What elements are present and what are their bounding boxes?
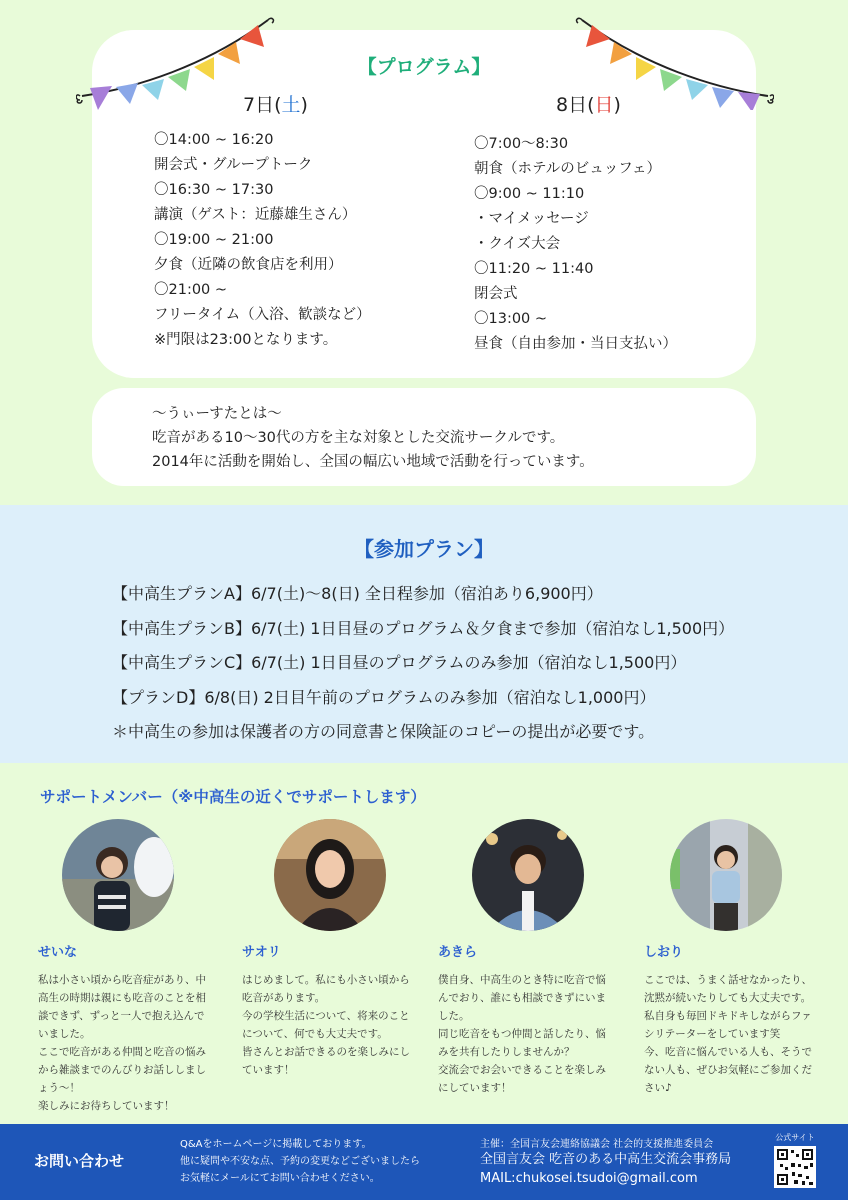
bio-line: 談できず、ずっと一人で抱え込んで [38,1010,205,1022]
member-bio [644,971,844,1097]
qa-line: Q&Aをホームページに掲載しております。 [180,1139,372,1150]
qa-line: お気軽にメールにてお問い合わせください。 [180,1173,380,1184]
day2-weekday: 日 [594,94,614,116]
bio-line: 今、吃音に悩んでいる人も、そうで [644,1046,812,1058]
member-name: しおり [644,945,684,960]
plan-item: 【プランD】6/8(日) 2日目午前のプログラムのみ参加（宿泊なし1,000円） [112,687,656,707]
bio-line: 同じ吃音をもつ仲間と話したり、悩 [438,1028,606,1040]
bio-line: 楽しみにお待ちしています！ [38,1100,175,1112]
plan-section [0,505,848,763]
organizer-info [480,1135,731,1188]
schedule-item: ※門限は23:00となります。 [154,332,338,348]
bio-line: 僕自身、中高生のとき特に吃音で悩 [438,974,606,986]
schedule-item: 講演（ゲスト：近藤雄生さん） [154,207,357,223]
bio-line: はじめまして。私にも小さい頃から [242,974,410,986]
avatar [274,819,386,931]
bio-line: ょう〜！ [38,1082,80,1094]
bio-line: した。 [438,1010,470,1022]
official-site-label: 公式サイト [775,1133,815,1142]
plan-title: 【参加プラン】 [354,537,494,561]
avatar [670,819,782,931]
bio-line: いました。 [38,1028,91,1040]
bio-line: 高生の時期は親にも吃音のことを相 [38,992,206,1004]
bio-line: ここでは、うまく話せなかったり、 [644,974,812,986]
schedule-item: 〇11:20 ~ 11:40 [474,261,594,277]
contact-heading: お問い合わせ [34,1152,125,1170]
qr-code-icon[interactable] [774,1146,816,1188]
plan-note: ＊中高生の参加は保護者の方の同意書と保険証のコピーの提出が必要です。 [112,722,655,741]
schedule-item: 閉会式 [474,286,518,302]
about-card [92,388,756,486]
member-name: サオリ [242,945,281,960]
day1-heading [243,90,308,117]
plan-item: 【中高生プランC】6/7(土) 1日目昼のプログラムのみ参加（宿泊なし1,500円） [112,653,687,672]
day1-prefix: 7日( [243,94,282,116]
office-line: 全国言友会 吃音のある中高生交流会事務局 [480,1152,732,1167]
bio-line: から雑談までのんびりお話ししまし [38,1064,206,1076]
avatar [472,819,584,931]
program-section [0,0,848,505]
bio-line: ない人も、ぜひお気軽にご参加くだ [644,1064,812,1076]
schedule-item: 開会式・グループトーク [154,157,313,173]
day1-schedule [154,128,371,353]
footer [0,1124,848,1200]
bio-line: 沈黙が続いたりしても大丈夫です。 [644,992,812,1004]
about-line: 吃音がある10〜30代の方を主な対象とした交流サークルです。 [152,430,565,446]
support-title: サポートメンバー（※中高生の近くでサポートします） [40,788,426,806]
about-line: 2014年に活動を開始し、全国の幅広い地域で活動を行っています。 [152,454,594,470]
schedule-item: 〇13:00 ~ [474,311,548,327]
day2-suffix: ) [613,94,621,116]
day1-weekday: 土 [281,94,301,116]
schedule-item: 〇21:00 ~ [154,282,228,298]
member-name: あきら [438,945,478,960]
about-line: 〜うぃーすたとは〜 [152,406,282,422]
schedule-item: ・マイメッセージ [474,211,589,227]
schedule-item: 〇19:00 ~ 21:00 [154,232,274,248]
bio-line: 私自身も毎回ドキドキしながらファ [644,1010,812,1022]
bio-line: んでおり、誰にも相談できずにいま [438,992,606,1004]
qa-line: 他に疑問や不安な点、予約の変更などございましたら [180,1156,420,1167]
day2-schedule [474,132,677,357]
bio-line: ています！ [242,1064,295,1076]
bio-line: シリテーターをしています笑 [644,1028,781,1040]
bio-line: 吃音があります。 [242,992,326,1004]
bio-line: 皆さんとお話できるのを楽しみにし [242,1046,410,1058]
member-bio [38,971,238,1115]
plan-item: 【中高生プランA】6/7(土)〜8(日) 全日程参加（宿泊あり6,900円） [112,584,603,603]
schedule-item: ・クイズ大会 [474,236,561,252]
program-title: 【プログラム】 [357,56,491,78]
schedule-item: 〇14:00 ~ 16:20 [154,132,274,148]
day2-heading [556,90,621,117]
qa-note [180,1136,420,1187]
day2-prefix: 8日( [556,94,595,116]
about-text [152,402,594,474]
plan-list [112,577,734,750]
schedule-item: 夕食（近隣の飲食店を利用） [154,257,343,273]
member-bio [438,971,638,1097]
schedule-item: 朝食（ホテルのビュッフェ） [474,161,662,177]
bio-line: 私は小さい頃から吃音症があり、中 [38,974,206,986]
bio-line: みを共有したりしませんか？ [438,1046,575,1058]
member-bio [242,971,442,1079]
support-section [0,763,848,1124]
schedule-item: 〇7:00〜8:30 [474,136,569,152]
bio-line: について、何でも大丈夫です。 [242,1028,388,1040]
bio-line: 交流会でお会いできることを楽しみ [438,1064,606,1076]
bio-line: 今の学校生活について、将来のこと [242,1010,410,1022]
member-name: せいな [38,945,78,960]
schedule-item: 〇9:00 ~ 11:10 [474,186,585,202]
avatar [62,819,174,931]
mail-link[interactable]: MAIL:chukosei.tsudoi@gmail.com [480,1171,698,1186]
host-line: 主催：全国言友会連絡協議会 社会的支援推進委員会 [480,1139,714,1150]
bio-line: ここで吃音がある仲間と吃音の悩み [38,1046,206,1058]
bio-line: さい♪ [644,1082,672,1094]
schedule-item: 〇16:30 ~ 17:30 [154,182,274,198]
bio-line: にしています！ [438,1082,512,1094]
schedule-item: フリータイム（入浴、歓談など） [154,307,371,323]
schedule-item: 昼食（自由参加・当日支払い） [474,336,677,352]
day1-suffix: ) [300,94,308,116]
plan-item: 【中高生プランB】6/7(土) 1日目昼のプログラム＆夕食まで参加（宿泊なし1,500円） [112,618,735,638]
